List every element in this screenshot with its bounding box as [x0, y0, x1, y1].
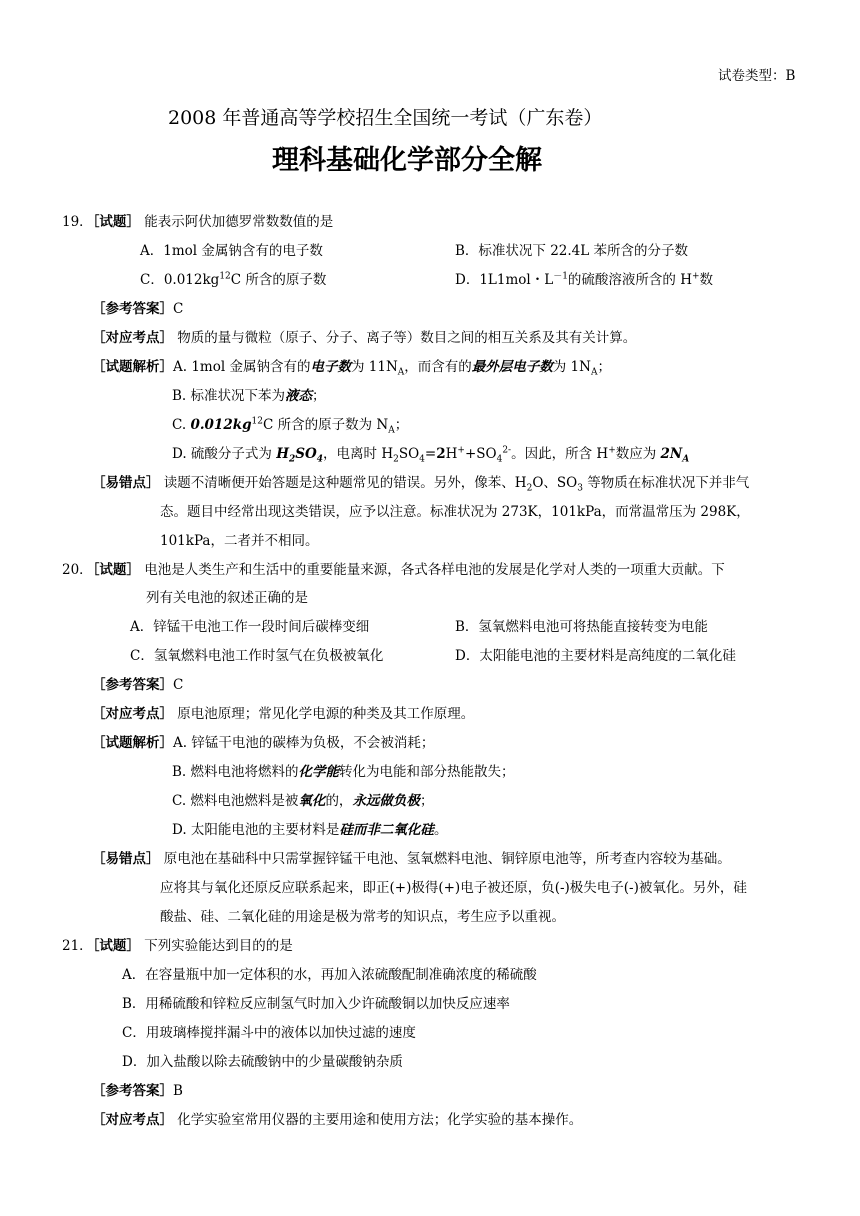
q19-analysis-a: ［试题解析］A. 1mol 金属钠含有的电子数为 $11N_A$，而含有的最外层电子数为 $1N_A$；: [92, 359, 611, 378]
q19-option-b: B．标准状况下 22.4L 苯所含的分子数: [455, 243, 689, 259]
q20-option-b: B．氢氧燃料电池可将热能直接转变为电能: [455, 619, 708, 635]
q21-option-d: D．加入盐酸以除去硫酸钠中的少量碳酸钠杂质: [122, 1054, 403, 1070]
q20-analysis-b: B. 燃料电池将燃料的化学能转化为电能和部分热能散失；: [172, 764, 515, 780]
q19-option-d: D．1L1mol・$L^{-1}$的硫酸溶液所含的 H+数: [455, 271, 714, 288]
q19-common-errors-line1: ［易错点］ 读题不清晰便开始答题是这种题常见的错误。另外，像苯、$H_2O$、$SO_3$ 等物质在标准状况下并非气: [92, 475, 750, 494]
q20-common-errors-line2: 应将其与氧化还原反应联系起来，即正(+)极得(+)电子被还原，负(-)极失电子(-)被氧化。另外，硅: [160, 880, 747, 896]
q20-stem-line2: 列有关电池的叙述正确的是: [146, 590, 308, 606]
q20-analysis-c: C. 燃料电池燃料是被氧化的，永远做负极；: [172, 793, 434, 809]
q21-stem-line: 21．［试题］ 下列实验能达到目的的是: [62, 938, 293, 954]
q19-answer: ［参考答案］C: [92, 301, 184, 317]
q21-option-a: A．在容量瓶中加一定体积的水，再加入浓硫酸配制准确浓度的稀硫酸: [122, 967, 537, 983]
q19-stem-line: [62, 212, 333, 232]
q20-option-c: C．氢氧燃料电池工作时氢气在负极被氧化: [130, 648, 384, 664]
q19-common-errors-line3: 101kPa，二者并不相同。: [160, 533, 319, 549]
q21-answer: ［参考答案］B: [92, 1083, 183, 1099]
q21-number: 21．: [62, 938, 93, 954]
q19-tag-question: ［试题］: [92, 214, 140, 230]
q21-option-c: C．用玻璃棒搅拌漏斗中的液体以加快过滤的速度: [122, 1025, 416, 1041]
q20-number: 20．: [62, 562, 93, 578]
q20-option-a: A．锌锰干电池工作一段时间后碳棒变细: [130, 619, 370, 635]
q19-analysis-c: C. $0.012kg^{12}C$ 所含的原子数为 $N_A$；: [172, 416, 409, 436]
q20-analysis-d: D. 太阳能电池的主要材料是硅而非二氧化硅。: [172, 822, 448, 838]
q20-common-errors-line3: 酸盐、硅、二氧化硅的用途是极为常考的知识点，考生应予以重视。: [160, 909, 565, 925]
q19-stem: 能表示阿伏加德罗常数数值的是: [144, 214, 334, 230]
q20-answer: ［参考答案］C: [92, 677, 184, 693]
q19-common-errors-line2: 态。题目中经常出现这类错误，应予以注意。标准状况为 273K，101kPa，而常温常压为 298K，: [160, 504, 750, 520]
q21-key-point: ［对应考点］ 化学实验室常用仪器的主要用途和使用方法；化学实验的基本操作。: [92, 1112, 583, 1128]
q19-option-a: A．1mol 金属钠含有的电子数: [140, 243, 323, 259]
q21-option-b: B．用稀硫酸和锌粒反应制氢气时加入少许硫酸铜以加快反应速率: [122, 996, 510, 1012]
q19-option-c: C．$0.012kg^{12}C$ 所含的原子数: [140, 271, 327, 288]
page-title: 2008 年普通高等学校招生全国统一考试（广东卷）: [168, 107, 603, 129]
q20-analysis-a: ［试题解析］A. 锌锰干电池的碳棒为负极，不会被消耗；: [92, 735, 435, 751]
q20-option-d: D．太阳能电池的主要材料是高纯度的二氧化硅: [455, 648, 736, 664]
paper-type-label: 试卷类型：B: [718, 68, 796, 84]
q19-analysis-d: D. 硫酸分子式为 $H_2SO_4$，电离时 $H_2SO_4=2H^++SO_4^{2-}$。因此，所含 H+数应为 $2N_A$: [172, 445, 690, 465]
q20-key-point: ［对应考点］ 原电池原理；常见化学电源的种类及其工作原理。: [92, 706, 475, 722]
q20-common-errors-line1: ［易错点］ 原电池在基础科中只需掌握锌锰干电池、氢氧燃料电池、铜锌原电池等，所考查内容较为基础。: [92, 851, 731, 867]
q19-analysis-b: B. 标准状况下苯为液态；: [172, 388, 326, 404]
q19-number: 19．: [62, 214, 93, 230]
page-subtitle: 理科基础化学部分全解: [272, 145, 542, 176]
q19-key-point: ［对应考点］ 物质的量与微粒（原子、分子、离子等）数目之间的相互关系及其有关计算。: [92, 330, 637, 346]
q20-stem-line1: 20．［试题］ 电池是人类生产和生活中的重要能量来源，各式各样电池的发展是化学对人类的一项重大贡献。下: [62, 562, 725, 578]
